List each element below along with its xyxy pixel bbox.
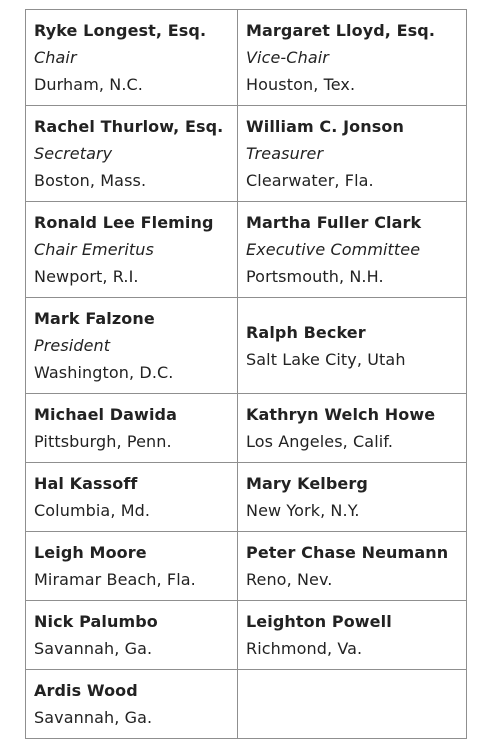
member-name: Rachel Thurlow, Esq. [34, 117, 224, 136]
member-city: Savannah, Ga. [34, 708, 153, 727]
table-row [26, 106, 467, 202]
member-city: Washington, D.C. [34, 363, 174, 382]
member-title: Treasurer [246, 144, 324, 163]
member-cell [26, 463, 238, 532]
table-row [26, 670, 467, 739]
member-cell [238, 298, 467, 394]
table-row [26, 202, 467, 298]
member-city: New York, N.Y. [246, 501, 360, 520]
member-title: Chair Emeritus [34, 240, 154, 259]
table-row [26, 601, 467, 670]
member-cell [238, 202, 467, 298]
member-name: Leigh Moore [34, 543, 147, 562]
member-cell [238, 394, 467, 463]
member-city: Columbia, Md. [34, 501, 151, 520]
member-title: Secretary [34, 144, 113, 163]
empty-cell [238, 670, 467, 739]
member-cell [26, 532, 238, 601]
member-city: Newport, R.I. [34, 267, 139, 286]
member-city: Miramar Beach, Fla. [34, 570, 196, 589]
member-cell [26, 670, 238, 739]
member-city: Los Angeles, Calif. [246, 432, 394, 451]
member-city: Reno, Nev. [246, 570, 333, 589]
member-name: Ardis Wood [34, 681, 138, 700]
member-name: Michael Dawida [34, 405, 177, 424]
member-title: Vice-Chair [246, 48, 329, 67]
table-row [26, 463, 467, 532]
member-city: Portsmouth, N.H. [246, 267, 384, 286]
member-name: Leighton Powell [246, 612, 392, 631]
member-cell [26, 601, 238, 670]
member-name: Martha Fuller Clark [246, 213, 422, 232]
member-cell [238, 532, 467, 601]
board-members-table [25, 9, 467, 739]
member-name: Hal Kassoff [34, 474, 138, 493]
member-cell [26, 298, 238, 394]
member-name: Kathryn Welch Howe [246, 405, 436, 424]
member-name: Ralph Becker [246, 322, 366, 342]
member-city: Boston, Mass. [34, 171, 147, 190]
table-row [26, 298, 467, 394]
member-city: Durham, N.C. [34, 75, 143, 94]
member-title: Chair [34, 48, 77, 67]
member-city: Savannah, Ga. [34, 639, 153, 658]
member-city: Pittsburgh, Penn. [34, 432, 172, 451]
member-cell [26, 106, 238, 202]
member-city: Clearwater, Fla. [246, 171, 374, 190]
member-city: Houston, Tex. [246, 75, 356, 94]
member-city: Salt Lake City, Utah [246, 349, 406, 369]
member-cell [26, 10, 238, 106]
member-name: Peter Chase Neumann [246, 543, 449, 562]
member-cell [26, 202, 238, 298]
member-cell [238, 463, 467, 532]
member-cell [238, 10, 467, 106]
member-cell [238, 106, 467, 202]
member-name: Ronald Lee Fleming [34, 213, 214, 232]
member-title: President [34, 336, 111, 355]
member-name: Margaret Lloyd, Esq. [246, 21, 436, 40]
member-title: Executive Committee [246, 240, 421, 259]
member-name: Nick Palumbo [34, 612, 158, 631]
table-row [26, 394, 467, 463]
table-row [26, 10, 467, 106]
member-name: Mark Falzone [34, 309, 155, 328]
member-name: William C. Jonson [246, 117, 404, 136]
member-cell [238, 601, 467, 670]
member-name: Mary Kelberg [246, 474, 368, 493]
member-name: Ryke Longest, Esq. [34, 21, 207, 40]
table-row [26, 532, 467, 601]
member-city: Richmond, Va. [246, 639, 363, 658]
member-cell [26, 394, 238, 463]
